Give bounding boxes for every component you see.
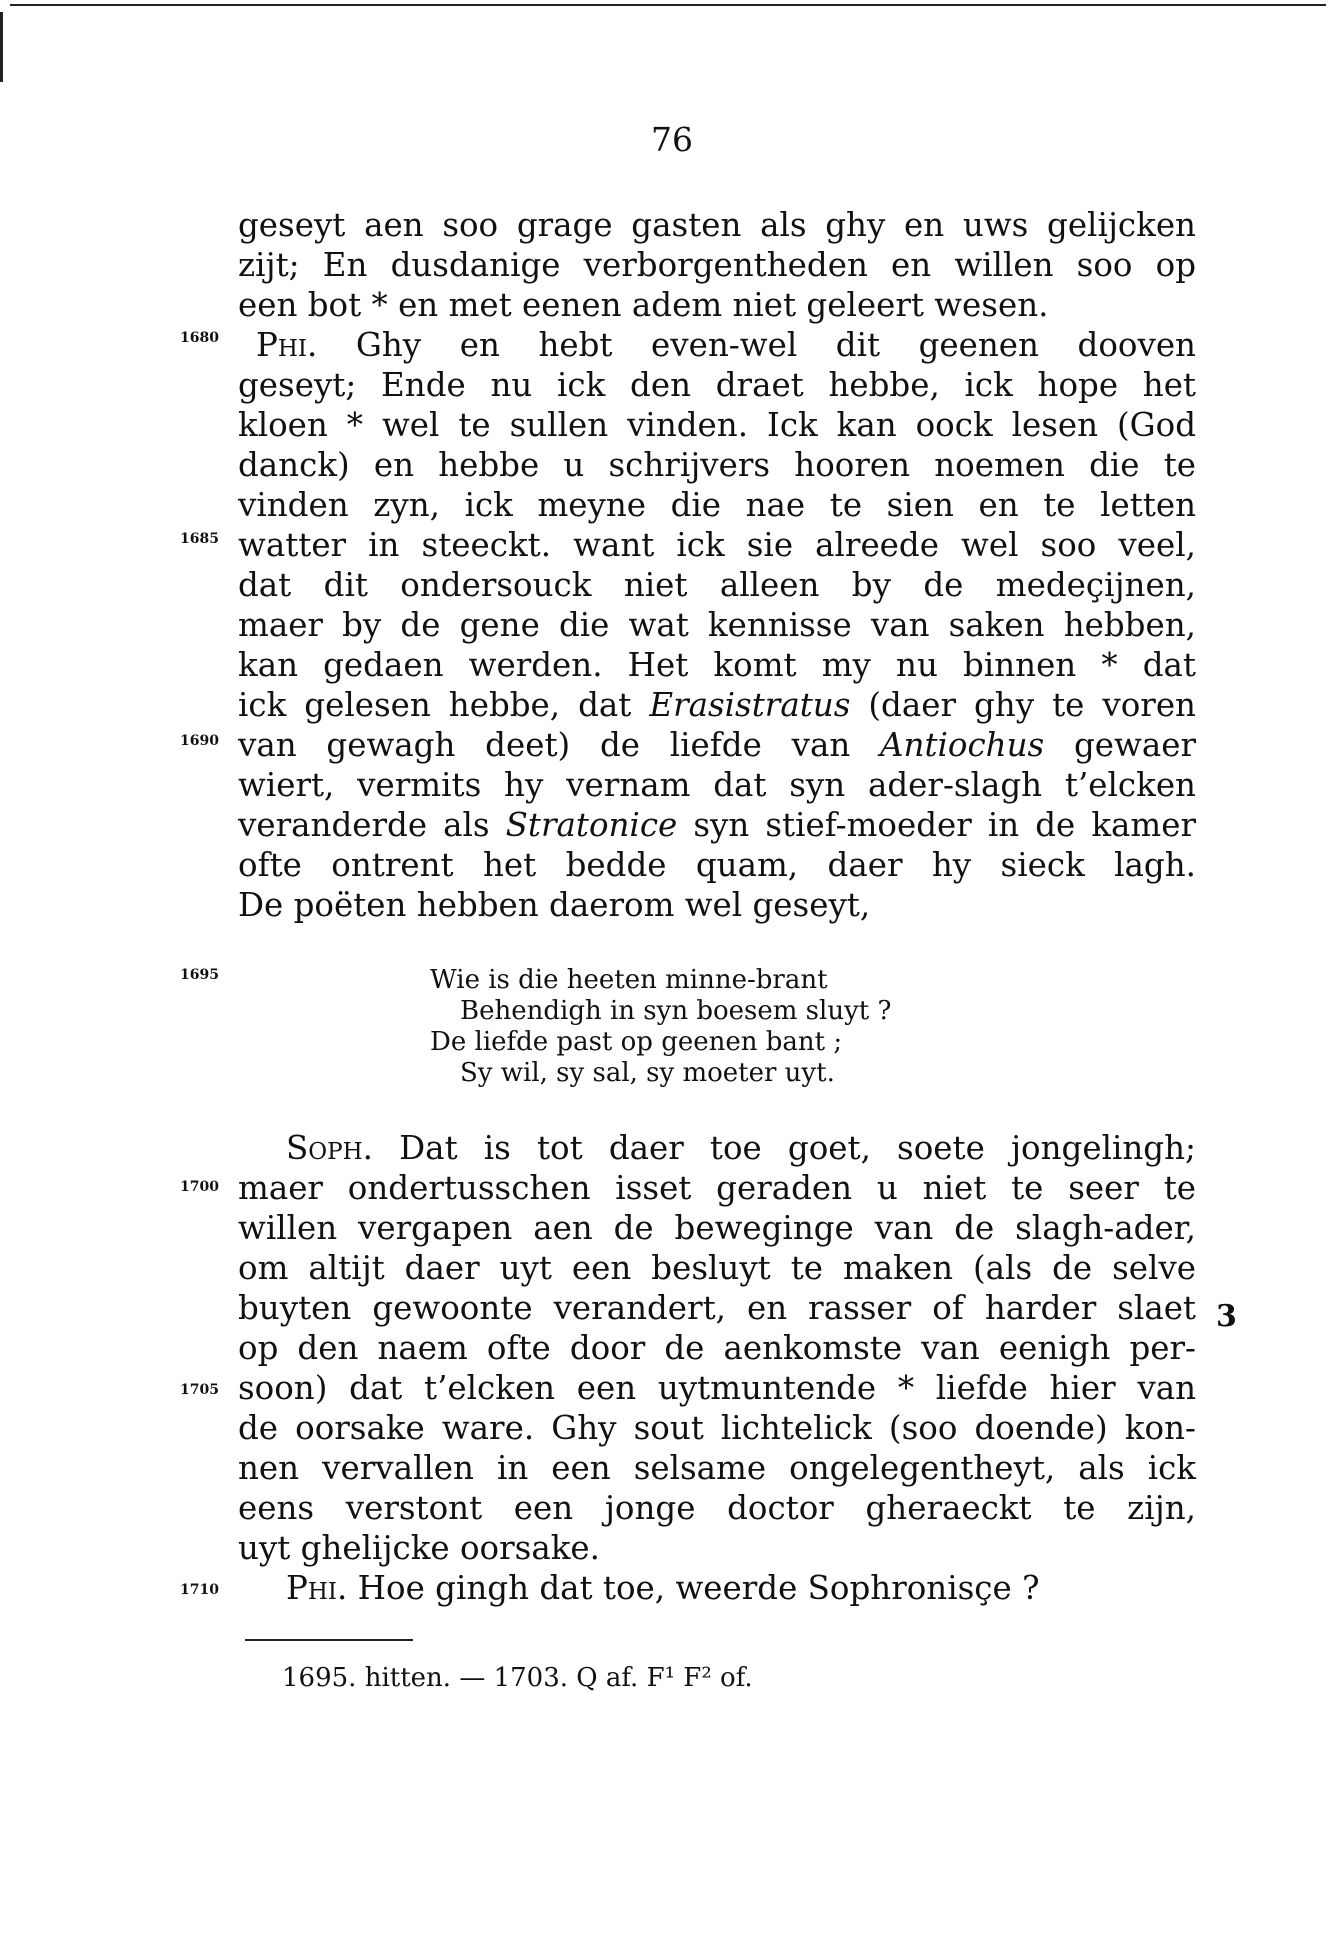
text-line [238,605,1196,645]
text-run: op den naem ofte door de aenkomste van eenigh per- [238,1329,1196,1367]
text-run: zijt; En dusdanige verborgentheden en willen soo op [238,246,1196,284]
text-run: willen vergapen aen de beweginge van de slagh-ader, [238,1209,1196,1247]
text-line [238,1328,1196,1368]
speaker-name: Soph. [286,1129,373,1167]
speaker-name: Phi. [256,326,318,364]
text-run: uyt ghelijcke oorsake. [238,1529,600,1567]
text-line [238,565,1196,605]
text-run: danck) en hebbe u schrijvers hooren noemen die te [238,446,1196,484]
line-number: 1705 [180,1382,219,1398]
text-line [238,525,1196,565]
text-run: om altijt daer uyt een besluyt te maken (als de selve [238,1249,1196,1287]
text-run: gewaer [1044,726,1196,764]
text-run: syn stief-moeder in de kamer [677,806,1196,844]
text-line [238,885,1196,925]
text-line [238,1248,1196,1288]
text-run: maer ondertusschen isset geraden u niet te seer te [238,1169,1196,1207]
text-line [238,645,1196,685]
line-number: 1690 [180,733,219,749]
text-line [256,325,1196,365]
text-run: buyten gewoonte verandert, en rasser of harder slaet [238,1289,1196,1327]
text-run: Ghy en hebt even-wel dit geenen dooven [317,326,1196,364]
text-line [238,725,1196,765]
speaker-name: Phi. [286,1569,348,1607]
text-line [238,1168,1196,1208]
text-line [238,685,1196,725]
text-line [238,445,1196,485]
text-run: maer by de gene die wat kennisse van saken hebben, [238,606,1196,644]
text-run: van gewagh deet) de liefde van [238,726,881,764]
line-number: 1695 [180,967,219,983]
text-run: geseyt aen soo grage gasten als ghy en uws gelijcken [238,206,1196,244]
line-number: 1700 [180,1179,219,1195]
text-line [238,365,1196,405]
page-edge-mark [0,12,3,82]
text-run: vinden zyn, ick meyne die nae te sien en te letten [238,486,1196,524]
text-line [238,1208,1196,1248]
italic-name: Stratonice [505,806,678,844]
text-run: dat dit ondersouck niet alleen by de medeçijnen, [238,566,1196,604]
text-run: (daer ghy te voren [850,686,1196,724]
top-border-rule [10,4,1326,6]
italic-name: Erasistratus [649,686,851,724]
page-number: 76 [651,120,693,159]
italic-name: Antiochus [880,726,1045,764]
signature-mark: 3 [1216,1299,1237,1334]
text-run: watter in steeckt. want ick sie alreede wel soo veel, [238,526,1196,564]
text-run: een bot * en met eenen adem niet geleert wesen. [238,286,1049,324]
text-run: kan gedaen werden. Het komt my nu binnen * dat [238,646,1196,684]
line-number: 1685 [180,531,219,547]
text-line [238,1288,1196,1328]
line-number: 1710 [180,1582,219,1598]
verse-line: De liefde past op geenen bant ; [430,1027,843,1057]
text-line [238,285,1196,325]
text-line [238,845,1196,885]
line-number: 1680 [180,330,219,346]
text-line [238,485,1196,525]
text-line [238,1488,1196,1528]
text-line [238,805,1196,845]
text-line [238,245,1196,285]
text-line [238,205,1196,245]
verse-line: Behendigh in syn boesem sluyt ? [460,996,892,1026]
text-line [238,1528,1196,1568]
text-run: de oorsake ware. Ghy sout lichtelick (soo doende) kon- [238,1409,1196,1447]
text-line [238,1368,1196,1408]
text-run: wiert, vermits hy vernam dat syn ader-slagh t’elcken [238,766,1196,804]
text-run: De poëten hebben daerom wel geseyt, [238,886,871,924]
text-line [238,1408,1196,1448]
text-line [238,765,1196,805]
text-run: soon) dat t’elcken een uytmuntende * liefde hier van [238,1369,1196,1407]
footnote: 1695. hitten. — 1703. Q af. F¹ F² of. [282,1663,753,1693]
verse-line: Wie is die heeten minne-brant [430,965,828,995]
text-run: geseyt; Ende nu ick den draet hebbe, ick hope het [238,366,1196,404]
text-run: ofte ontrent het bedde quam, daer hy sieck lagh. [238,846,1196,884]
text-run: veranderde als [238,806,506,844]
text-run: ick gelesen hebbe, dat [238,686,650,724]
text-run: nen vervallen in een selsame ongelegentheyt, als ick [238,1449,1196,1487]
text-line [286,1568,1196,1608]
text-line [286,1128,1196,1168]
verse-line: Sy wil, sy sal, sy moeter uyt. [460,1058,835,1088]
text-run: Dat is tot daer toe goet, soete jongelingh; [372,1129,1196,1167]
footnote-rule [245,1639,413,1641]
text-line [238,405,1196,445]
text-run: eens verstont een jonge doctor gheraeckt te zijn, [238,1489,1196,1527]
text-line [238,1448,1196,1488]
text-run: Hoe gingh dat toe, weerde Sophronisçe ? [347,1569,1040,1607]
text-run: kloen * wel te sullen vinden. Ick kan oock lesen (God [238,406,1196,444]
